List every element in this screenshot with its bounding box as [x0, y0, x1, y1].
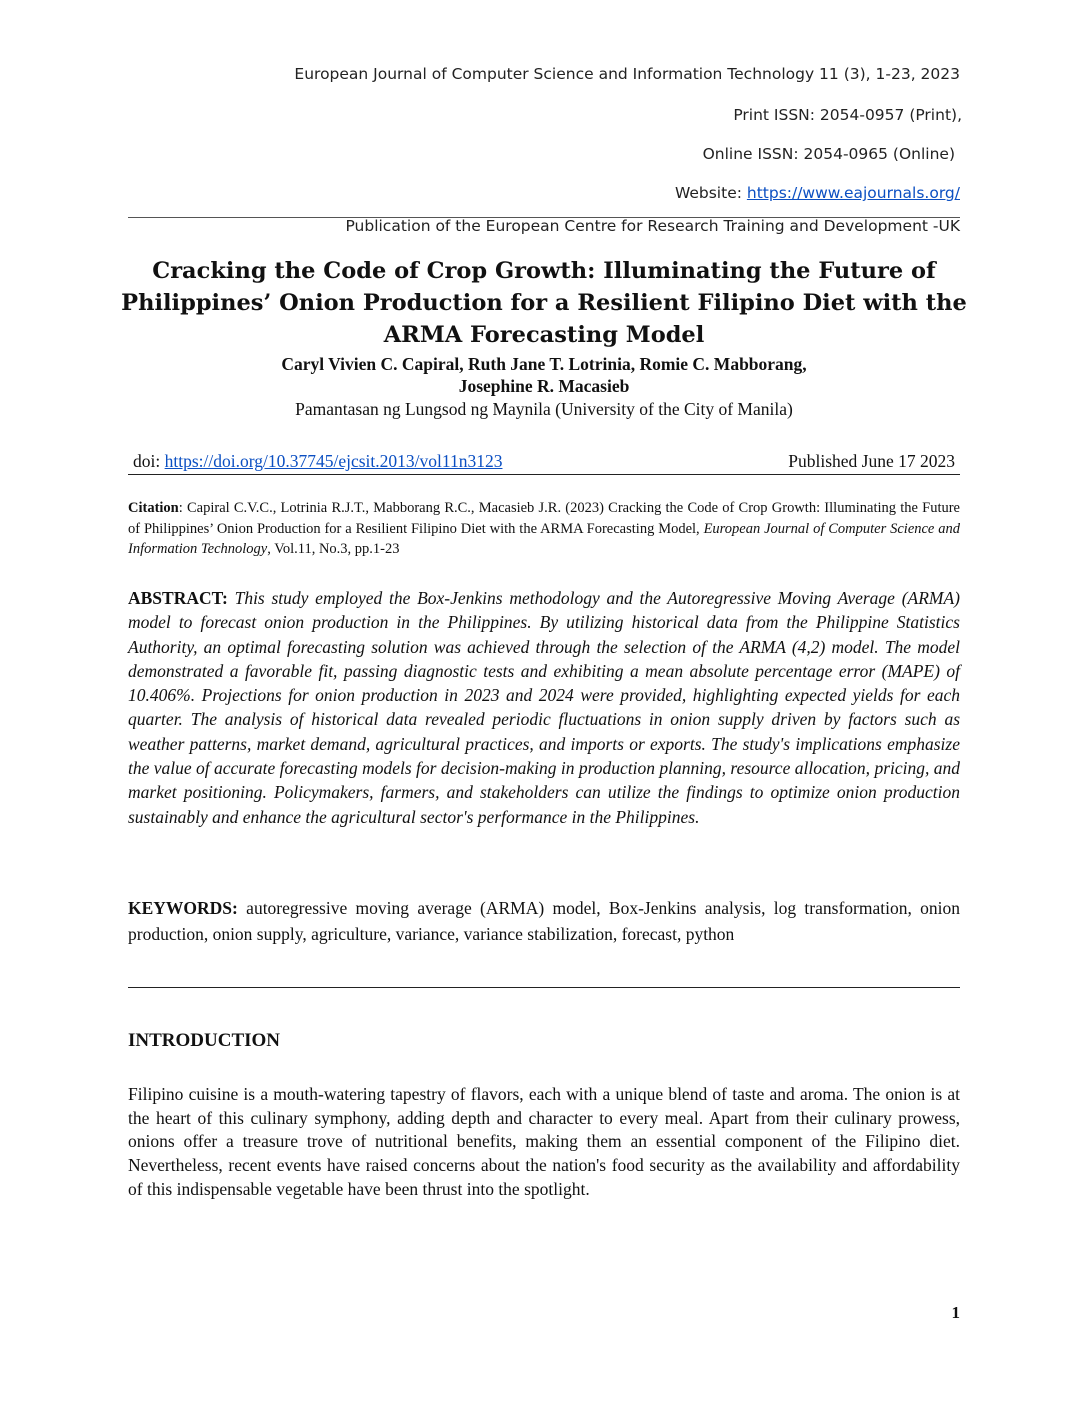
abstract-block	[128, 586, 960, 829]
keywords-divider	[128, 987, 960, 988]
citation-label: Citation	[128, 500, 179, 516]
doi-link[interactable]: https://doi.org/10.37745/ejcsit.2013/vol11n3123	[164, 451, 503, 471]
keywords-label: KEYWORDS:	[128, 898, 238, 918]
citation-text: : Capiral C.V.C., Lotrinia R.J.T., Mabborang R.C., Macasieb J.R. (2023) Cracking the Code of Crop Growth: Illuminating the Future of Philippines’ Onion Production for a Resilient Filipino Diet with the ARMA Forecasting Model,	[128, 500, 960, 537]
publisher-line: Publication of the European Centre for Research Training and Development -UK	[345, 217, 960, 235]
keywords-block	[128, 895, 960, 947]
citation-block	[128, 498, 960, 560]
introduction-paragraph: Filipino cuisine is a mouth-watering tapestry of flavors, each with a unique blend of taste and aroma. The onion is at the heart of this culinary symphony, adding depth and character to every meal. Apart from their culinary prowess, onions offer a treasure trove of nutritional benefits, making them an essential component of the Filipino diet. Nevertheless, recent events have raised concerns about the nation's food security as the availability and affordability of this indispensable vegetable have been thrust into the spotlight.	[128, 1084, 960, 1199]
page-number: 1	[951, 1303, 960, 1322]
authors-line-1: Caryl Vivien C. Capiral, Ruth Jane T. Lotrinia, Romie C. Mabborang,	[281, 354, 807, 374]
published-date: Published June 17 2023	[788, 451, 955, 471]
citation-journal: European Journal of Computer Science and Information Technology	[128, 520, 960, 557]
keywords-text: autoregressive moving average (ARMA) model, Box-Jenkins analysis, log transformation, onion production, onion supply, agriculture, variance, variance stabilization, forecast, python	[128, 898, 960, 944]
paper-title: Cracking the Code of Crop Growth: Illuminating the Future of Philippines’ Onion Production for a Resilient Filipino Diet with the ARMA Forecasting Model	[121, 258, 967, 348]
authors-line-2: Josephine R. Macasieb	[458, 376, 630, 396]
abstract-label: ABSTRACT:	[128, 588, 228, 608]
doi-line	[133, 451, 502, 472]
website-line	[675, 184, 960, 202]
abstract-text: This study employed the Box-Jenkins methodology and the Autoregressive Moving Average (ARMA) model to forecast onion production in the Philippines. By utilizing historical data from the Philippine Statistics Authority, an optimal forecasting solution was achieved through the selection of the ARMA (4,2) model. The model demonstrated a favorable fit, passing diagnostic tests and exhibiting a mean absolute percentage error (MAPE) of 10.406%. Projections for onion production in 2023 and 2024 were provided, highlighting expected yields for each quarter. The analysis of historical data revealed periodic fluctuations in onion supply driven by factors such as weather patterns, market demand, agricultural practices, and imports or exports. The study's implications emphasize the value of accurate forecasting models for decision-making in production planning, resource allocation, pricing, and market positioning. Policymakers, farmers, and stakeholders can utilize the findings to optimize onion production sustainably and enhance the agricultural sector's performance in the Philippines.	[128, 588, 960, 827]
introduction-heading: INTRODUCTION	[128, 1030, 281, 1051]
affiliation: Pamantasan ng Lungsod ng Maynila (University of the City of Manila)	[295, 399, 793, 419]
doi-divider	[128, 474, 960, 475]
citation-volume: , Vol.11, No.3, pp.1-23	[267, 541, 400, 557]
journal-header: European Journal of Computer Science and Information Technology 11 (3), 1-23, 2023	[294, 65, 960, 83]
print-issn: Print ISSN: 2054-0957 (Print),	[733, 106, 962, 124]
doi-label: doi:	[133, 451, 165, 471]
website-link[interactable]: https://www.eajournals.org/	[746, 184, 960, 202]
website-label: Website:	[674, 184, 747, 202]
online-issn: Online ISSN: 2054-0965 (Online)	[702, 145, 955, 163]
author-list	[120, 353, 968, 397]
